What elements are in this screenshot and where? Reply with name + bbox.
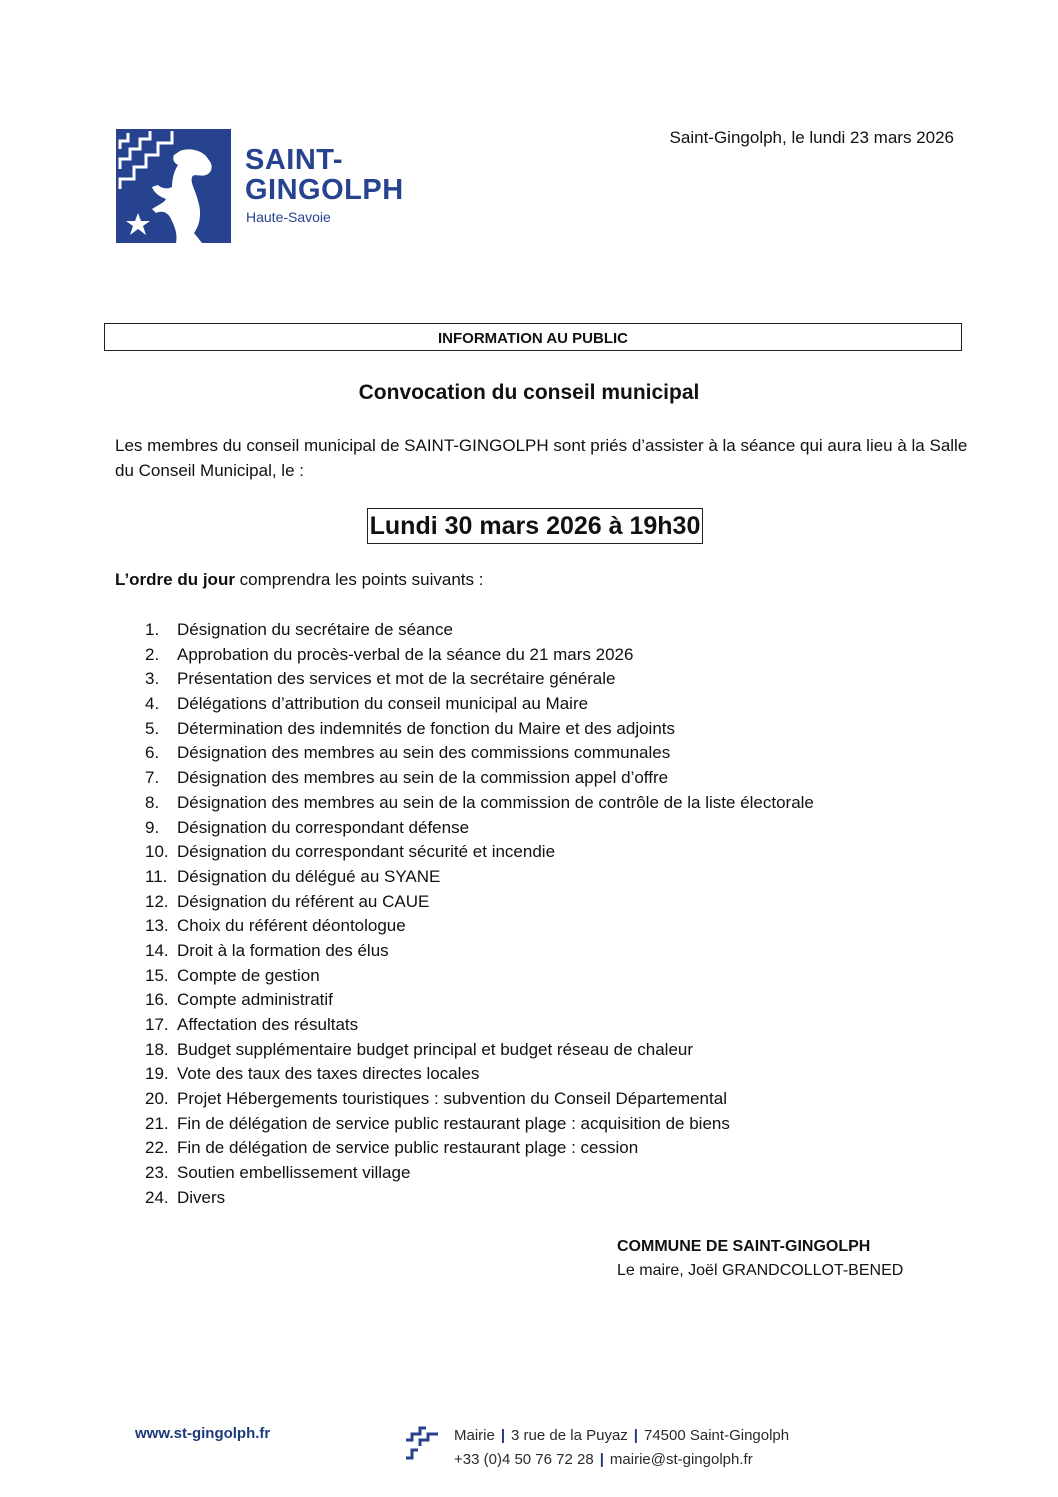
footer-contact — [454, 1424, 789, 1472]
agenda-item-number: 4. — [145, 694, 160, 714]
footer-address — [454, 1424, 789, 1448]
agenda-item-text: Désignation des membres au sein des commissions communales — [177, 743, 671, 763]
footer-email-link[interactable]: mairie@st-gingolph.fr — [609, 1451, 753, 1468]
footer-address-city: 74500 Saint-Gingolph — [644, 1427, 790, 1444]
footer-phone-email — [454, 1448, 789, 1472]
stairs-icon — [404, 1426, 440, 1460]
agenda-item-number: 10. — [145, 842, 169, 862]
agenda-item — [145, 890, 814, 915]
agenda-item-text: Fin de délégation de service public restaurant plage : cession — [177, 1138, 639, 1158]
agenda-item-text: Fin de délégation de service public restaurant plage : acquisition de biens — [177, 1113, 730, 1133]
logo-name-line1: SAINT- — [245, 144, 344, 176]
footer-phone: +33 (0)4 50 76 72 28 — [454, 1451, 594, 1468]
agenda-item-number: 14. — [145, 940, 169, 960]
agenda-item-number: 22. — [145, 1138, 169, 1158]
website-link[interactable]: www.st-gingolph.fr — [135, 1425, 271, 1442]
agenda-intro — [115, 570, 483, 590]
agenda-item-number: 18. — [145, 1039, 169, 1059]
meeting-datetime-wrap — [0, 508, 1058, 544]
separator: | — [633, 1427, 638, 1444]
agenda-item — [145, 791, 814, 816]
agenda-item-text: Présentation des services et mot de la secrétaire générale — [177, 669, 616, 689]
agenda-item-number: 8. — [145, 792, 160, 812]
saint-gingolph-logo — [116, 129, 406, 244]
agenda-item-number: 21. — [145, 1113, 169, 1133]
agenda-item-text: Désignation du référent au CAUE — [177, 891, 430, 911]
agenda-item-number: 24. — [145, 1187, 169, 1207]
agenda-item-text: Délégations d’attribution du conseil municipal au Maire — [177, 694, 589, 714]
agenda-item — [145, 1112, 814, 1137]
agenda-item-text: Désignation des membres au sein de la commission appel d’offre — [177, 768, 669, 788]
agenda-item-text: Choix du référent déontologue — [177, 916, 406, 936]
agenda-item-number: 1. — [145, 620, 160, 639]
agenda-item — [145, 1013, 814, 1038]
agenda-item — [145, 988, 814, 1013]
agenda-item-number: 11. — [145, 866, 168, 886]
place-date: Saint-Gingolph, le lundi 23 mars 2026 — [669, 128, 954, 147]
agenda-item — [145, 1186, 814, 1211]
agenda-item-number: 17. — [145, 1015, 169, 1034]
agenda-item — [145, 667, 814, 692]
agenda-item-text: Affectation des résultats — [177, 1015, 359, 1034]
separator: | — [500, 1427, 506, 1444]
agenda-item — [145, 1087, 814, 1112]
agenda-item-number: 6. — [145, 743, 160, 763]
agenda-item-number: 19. — [145, 1064, 169, 1084]
agenda-item-text: Compte administratif — [177, 990, 333, 1010]
agenda-item-text: Détermination des indemnités de fonction du Maire et des adjoints — [177, 718, 676, 738]
signature-block — [617, 1235, 903, 1283]
agenda-item — [145, 816, 814, 841]
agenda-item — [145, 939, 814, 964]
agenda-item-text: Désignation des membres au sein de la commission de contrôle de la liste électorale — [177, 792, 814, 812]
agenda-item — [145, 766, 814, 791]
agenda-item-number: 13. — [145, 916, 169, 936]
page-title: Convocation du conseil municipal — [358, 381, 700, 404]
agenda-item — [145, 717, 814, 742]
agenda-item-number: 9. — [145, 817, 160, 837]
agenda-intro-bold: L’ordre du jour — [115, 570, 235, 589]
agenda-item-number: 16. — [145, 990, 169, 1010]
agenda-item-number: 20. — [145, 1089, 169, 1109]
agenda-item — [145, 1136, 814, 1161]
agenda-item-text: Désignation du secrétaire de séance — [177, 620, 453, 639]
agenda-item-text: Budget supplémentaire budget principal et budget réseau de chaleur — [177, 1039, 694, 1059]
agenda-item-text: Soutien embellissement village — [177, 1163, 411, 1183]
agenda-item — [145, 840, 814, 865]
info-banner: INFORMATION AU PUBLIC — [104, 323, 962, 351]
agenda-item-number: 2. — [145, 644, 160, 664]
agenda-item-number: 7. — [145, 768, 160, 788]
agenda-item-number: 15. — [145, 965, 169, 985]
agenda-item-text: Désignation du correspondant défense — [177, 817, 470, 837]
agenda-item-number: 23. — [145, 1163, 169, 1183]
agenda-item-text: Approbation du procès-verbal de la séance du 21 mars 2026 — [177, 644, 634, 664]
footer-address-mairie: Mairie — [454, 1427, 495, 1444]
agenda-item — [145, 643, 814, 668]
agenda-item — [145, 865, 814, 890]
agenda-item — [145, 618, 814, 643]
agenda-item — [145, 964, 814, 989]
saint-gingolph-crest-icon — [116, 129, 231, 243]
signature-signatory: Le maire, Joël GRANDCOLLOT-BENED — [617, 1262, 904, 1279]
agenda-item-text: Désignation du correspondant sécurité et incendie — [177, 842, 556, 862]
intro-paragraph: Les membres du conseil municipal de SAINT-GINGOLPH sont priés d’assister à la séance qui aura lieu à la Salle du Conseil Municipal, le : — [115, 436, 968, 480]
agenda-item — [145, 1038, 814, 1063]
agenda-item — [145, 1161, 814, 1186]
agenda-item-text: Désignation du délégué au SYANE — [177, 866, 441, 886]
agenda-item-number: 5. — [145, 718, 160, 738]
agenda-item-text: Compte de gestion — [177, 965, 320, 985]
logo-name-line2: GINGOLPH — [245, 174, 404, 206]
agenda-item-text: Divers — [177, 1187, 226, 1207]
agenda-item — [145, 914, 814, 939]
logo-subtitle: Haute-Savoie — [246, 209, 331, 225]
logo-name — [245, 145, 404, 205]
agenda-list — [145, 618, 814, 1211]
meeting-datetime: Lundi 30 mars 2026 à 19h30 — [367, 508, 704, 544]
agenda-item — [145, 741, 814, 766]
agenda-item-text: Projet Hébergements touristiques : subvention du Conseil Départemental — [177, 1089, 727, 1109]
agenda-item-number: 3. — [145, 669, 160, 689]
agenda-item — [145, 692, 814, 717]
agenda-item-text: Droit à la formation des élus — [177, 940, 389, 960]
separator: | — [599, 1451, 604, 1468]
footer-address-street: 3 rue de la Puyaz — [511, 1427, 628, 1444]
agenda-item-text: Vote des taux des taxes directes locales — [177, 1064, 480, 1084]
agenda-item-number: 12. — [145, 891, 169, 911]
agenda-intro-rest: comprendra les points suivants : — [234, 570, 484, 589]
agenda-item — [145, 1062, 814, 1087]
signature-organization: COMMUNE DE SAINT-GINGOLPH — [617, 1238, 871, 1255]
